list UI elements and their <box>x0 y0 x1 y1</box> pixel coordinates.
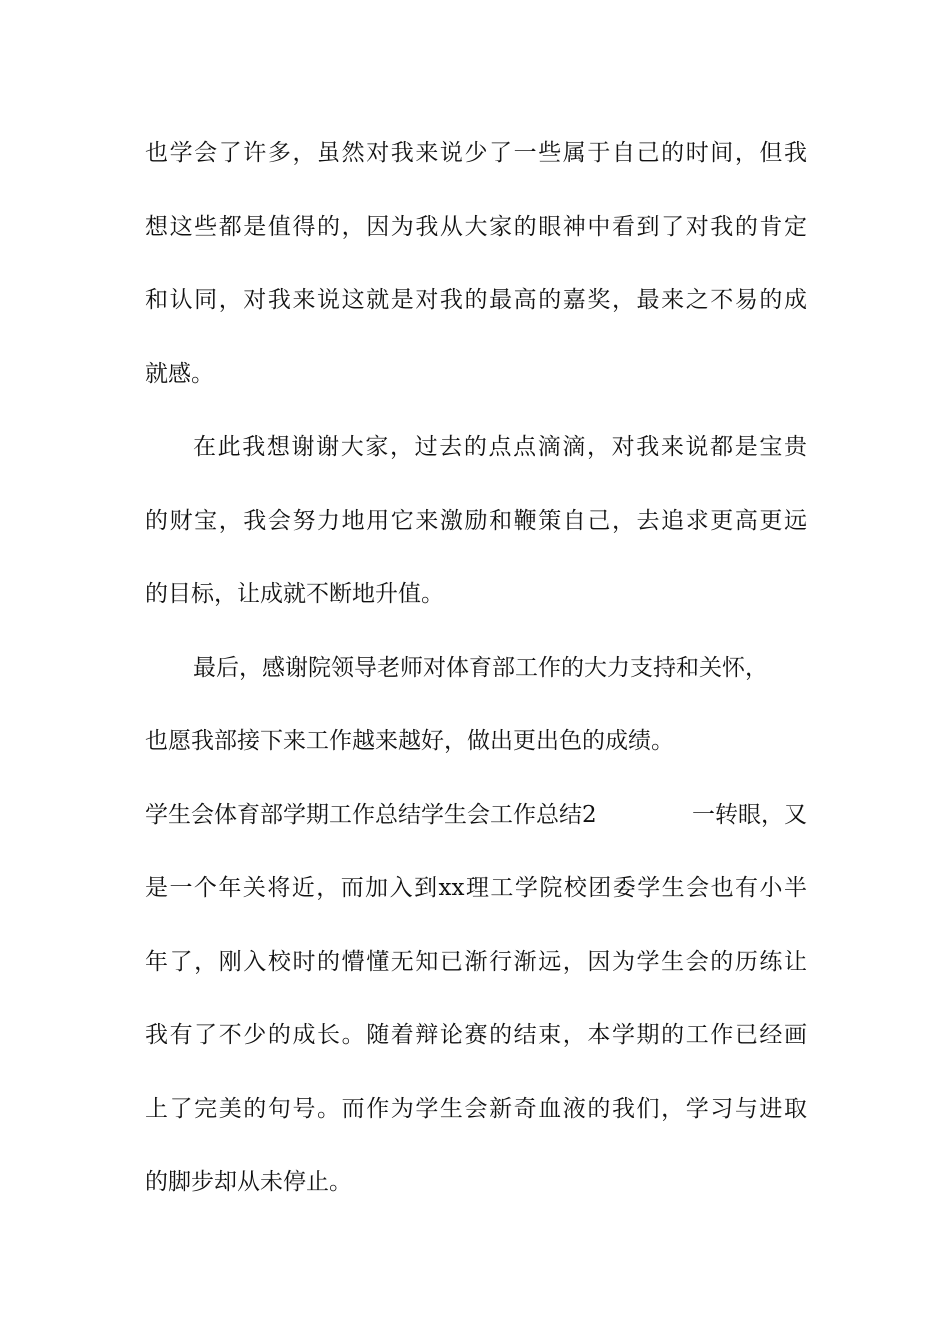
text-line: 和认同，对我来说这就是对我的最高的嘉奖，最来之不易的成 <box>145 287 807 313</box>
text-line: 就感。 <box>145 360 214 387</box>
section-title: 学生会体育部学期工作总结学生会工作总结2 <box>145 801 597 828</box>
text-line: 的财宝，我会努力地用它来激励和鞭策自己，去追求更高更远 <box>145 507 807 534</box>
text-line: 在此我想谢谢大家，过去的点点滴滴，对我来说都是宝贵 <box>193 434 807 460</box>
text-line: 年了，刚入校时的懵懂无知已渐行渐远，因为学生会的历练让 <box>145 948 807 975</box>
document-body <box>145 130 807 1233</box>
section-heading <box>145 792 807 866</box>
paragraph-1 <box>145 130 807 424</box>
paragraph-3 <box>145 645 807 792</box>
text-line: 最后，感谢院领导老师对体育部工作的大力支持和关怀， <box>193 654 768 681</box>
text-line: 也学会了许多，虽然对我来说少了一些属于自己的时间，但我 <box>145 140 807 166</box>
text-line: 的目标，让成就不断地升值。 <box>145 581 444 607</box>
paragraph-4 <box>145 865 807 1233</box>
paragraph-2 <box>145 424 807 645</box>
section-title-continuation: 一转眼，又 <box>692 801 807 828</box>
text-line: 也愿我部接下来工作越来越好，做出更出色的成绩。 <box>145 728 674 754</box>
text-line: 的脚步却从未停止。 <box>145 1169 352 1195</box>
text-line: 上了完美的句号。而作为学生会新奇血液的我们，学习与进取 <box>145 1095 807 1122</box>
text-line: 想这些都是值得的，因为我从大家的眼神中看到了对我的肯定 <box>145 213 807 240</box>
text-line: 是一个年关将近，而加入到xx理工学院校团委学生会也有小半 <box>145 875 807 901</box>
text-line: 我有了不少的成长。随着辩论赛的结束，本学期的工作已经画 <box>145 1022 807 1048</box>
